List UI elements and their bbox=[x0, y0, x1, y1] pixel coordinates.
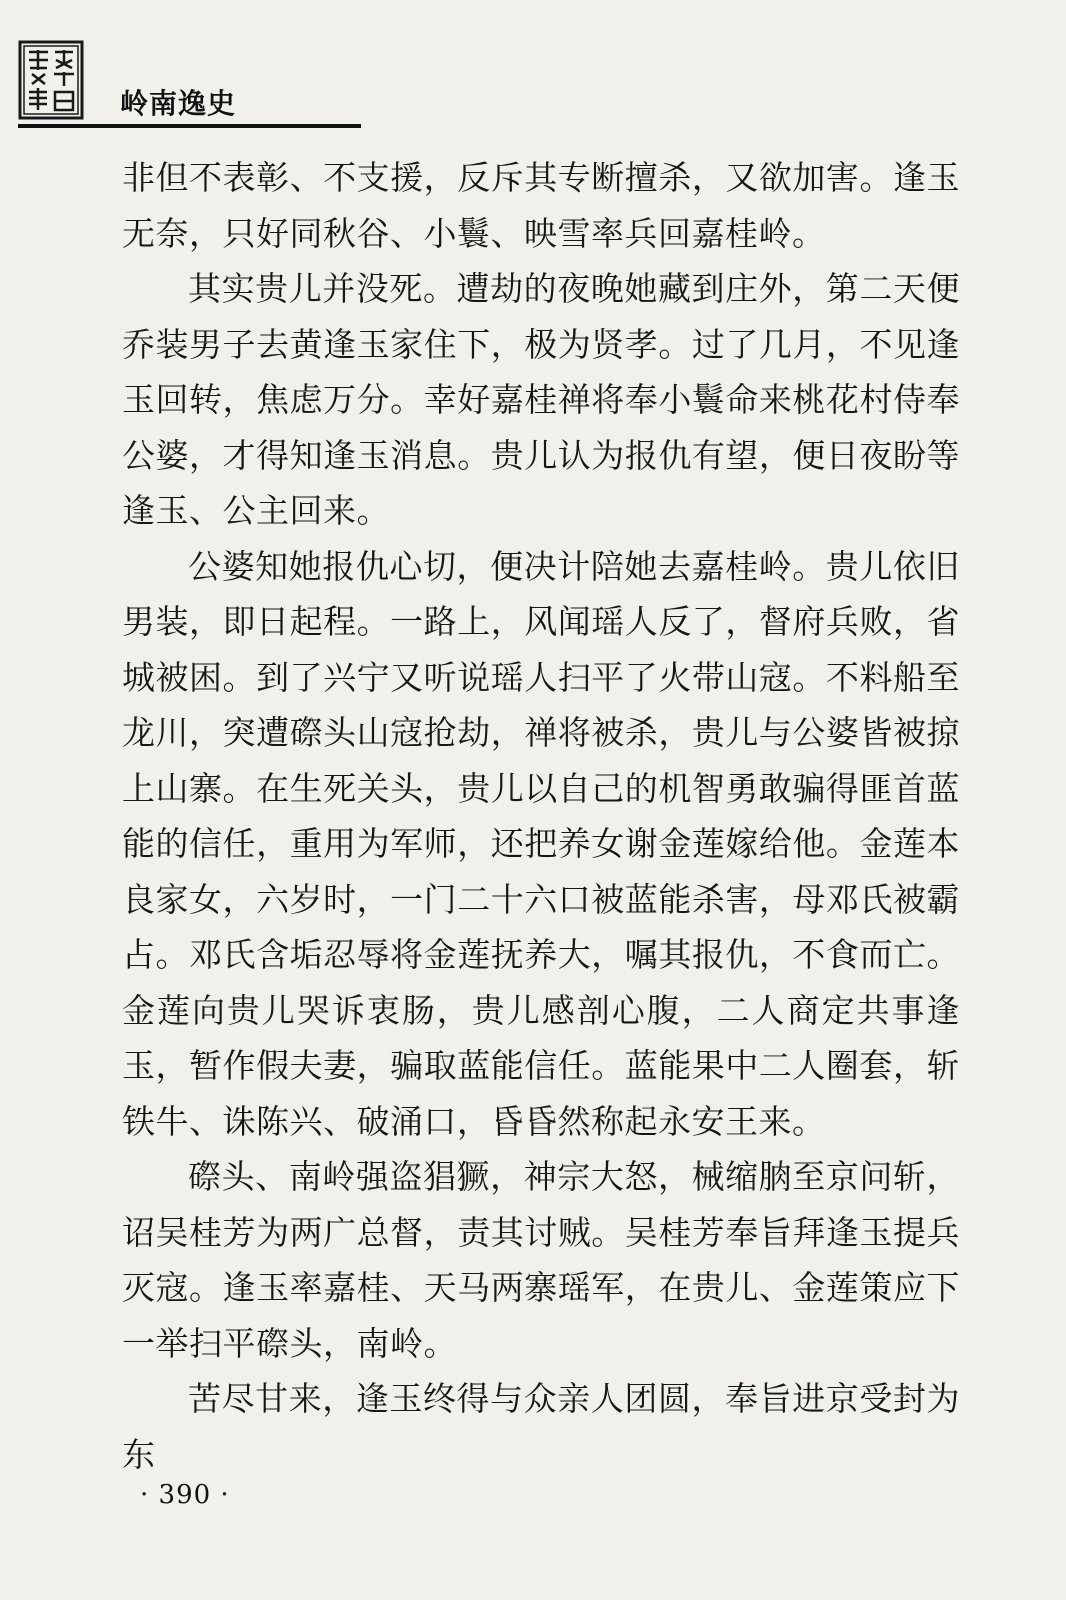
page-number: · 390 · bbox=[140, 1480, 230, 1510]
header-rule bbox=[18, 124, 361, 128]
paragraph: 磜头、南岭强盗猖獗，神宗大怒，械缩朒至京问斩，诏吴桂芳为两广总督，责其讨贼。吴桂芳奉旨拜逢玉提兵灭寇。逢玉率嘉桂、天马两寨瑶军，在贵儿、金莲策应下一举扫平磜头，南岭。 bbox=[122, 1157, 960, 1363]
series-seal-logo bbox=[18, 40, 84, 120]
paragraph: 苦尽甘来，逢玉终得与众亲人团圆，奉旨进京受封为东 bbox=[122, 1379, 960, 1474]
body-text bbox=[122, 150, 960, 1482]
paragraph: 其实贵儿并没死。遭劫的夜晚她藏到庄外，第二天便乔装男子去黄逢玉家住下，极为贤孝。过了几月，不见逢玉回转，焦虑万分。幸好嘉桂禅将奉小鬟命来桃花村侍奉公婆，才得知逢玉消息。贵儿认为报仇有望，便日夜盼等逢玉、公主回来。 bbox=[122, 269, 960, 530]
paragraph: 公婆知她报仇心切，便决计陪她去嘉桂岭。贵儿依旧男装，即日起程。一路上，风闻瑶人反了，督府兵败，省城被困。到了兴宁又听说瑶人扫平了火带山寇。不料船至龙川，突遭磜头山寇抢劫，禅将被杀，贵儿与公婆皆被掠上山寨。在生死关头，贵儿以自己的机智勇敢骗得匪首蓝能的信任，重用为军师，还把养女谢金莲嫁给他。金莲本良家女，六岁时，一门二十六口被蓝能杀害，母邓氏被霸占。邓氏含垢忍辱将金莲抚养大，嘱其报仇，不食而亡。金莲向贵儿哭诉衷肠，贵儿感剖心腹，二人商定共事逢玉，暂作假夫妻，骗取蓝能信任。蓝能果中二人圈套，斩铁牛、诛陈兴、破涌口，昏昏然称起永安王来。 bbox=[122, 546, 960, 1141]
running-header-title: 岭南逸史 bbox=[120, 87, 237, 120]
paragraph: 非但不表彰、不支援，反斥其专断擅杀，又欲加害。逢玉无奈，只好同秋谷、小鬟、映雪率兵回嘉桂岭。 bbox=[122, 158, 960, 253]
